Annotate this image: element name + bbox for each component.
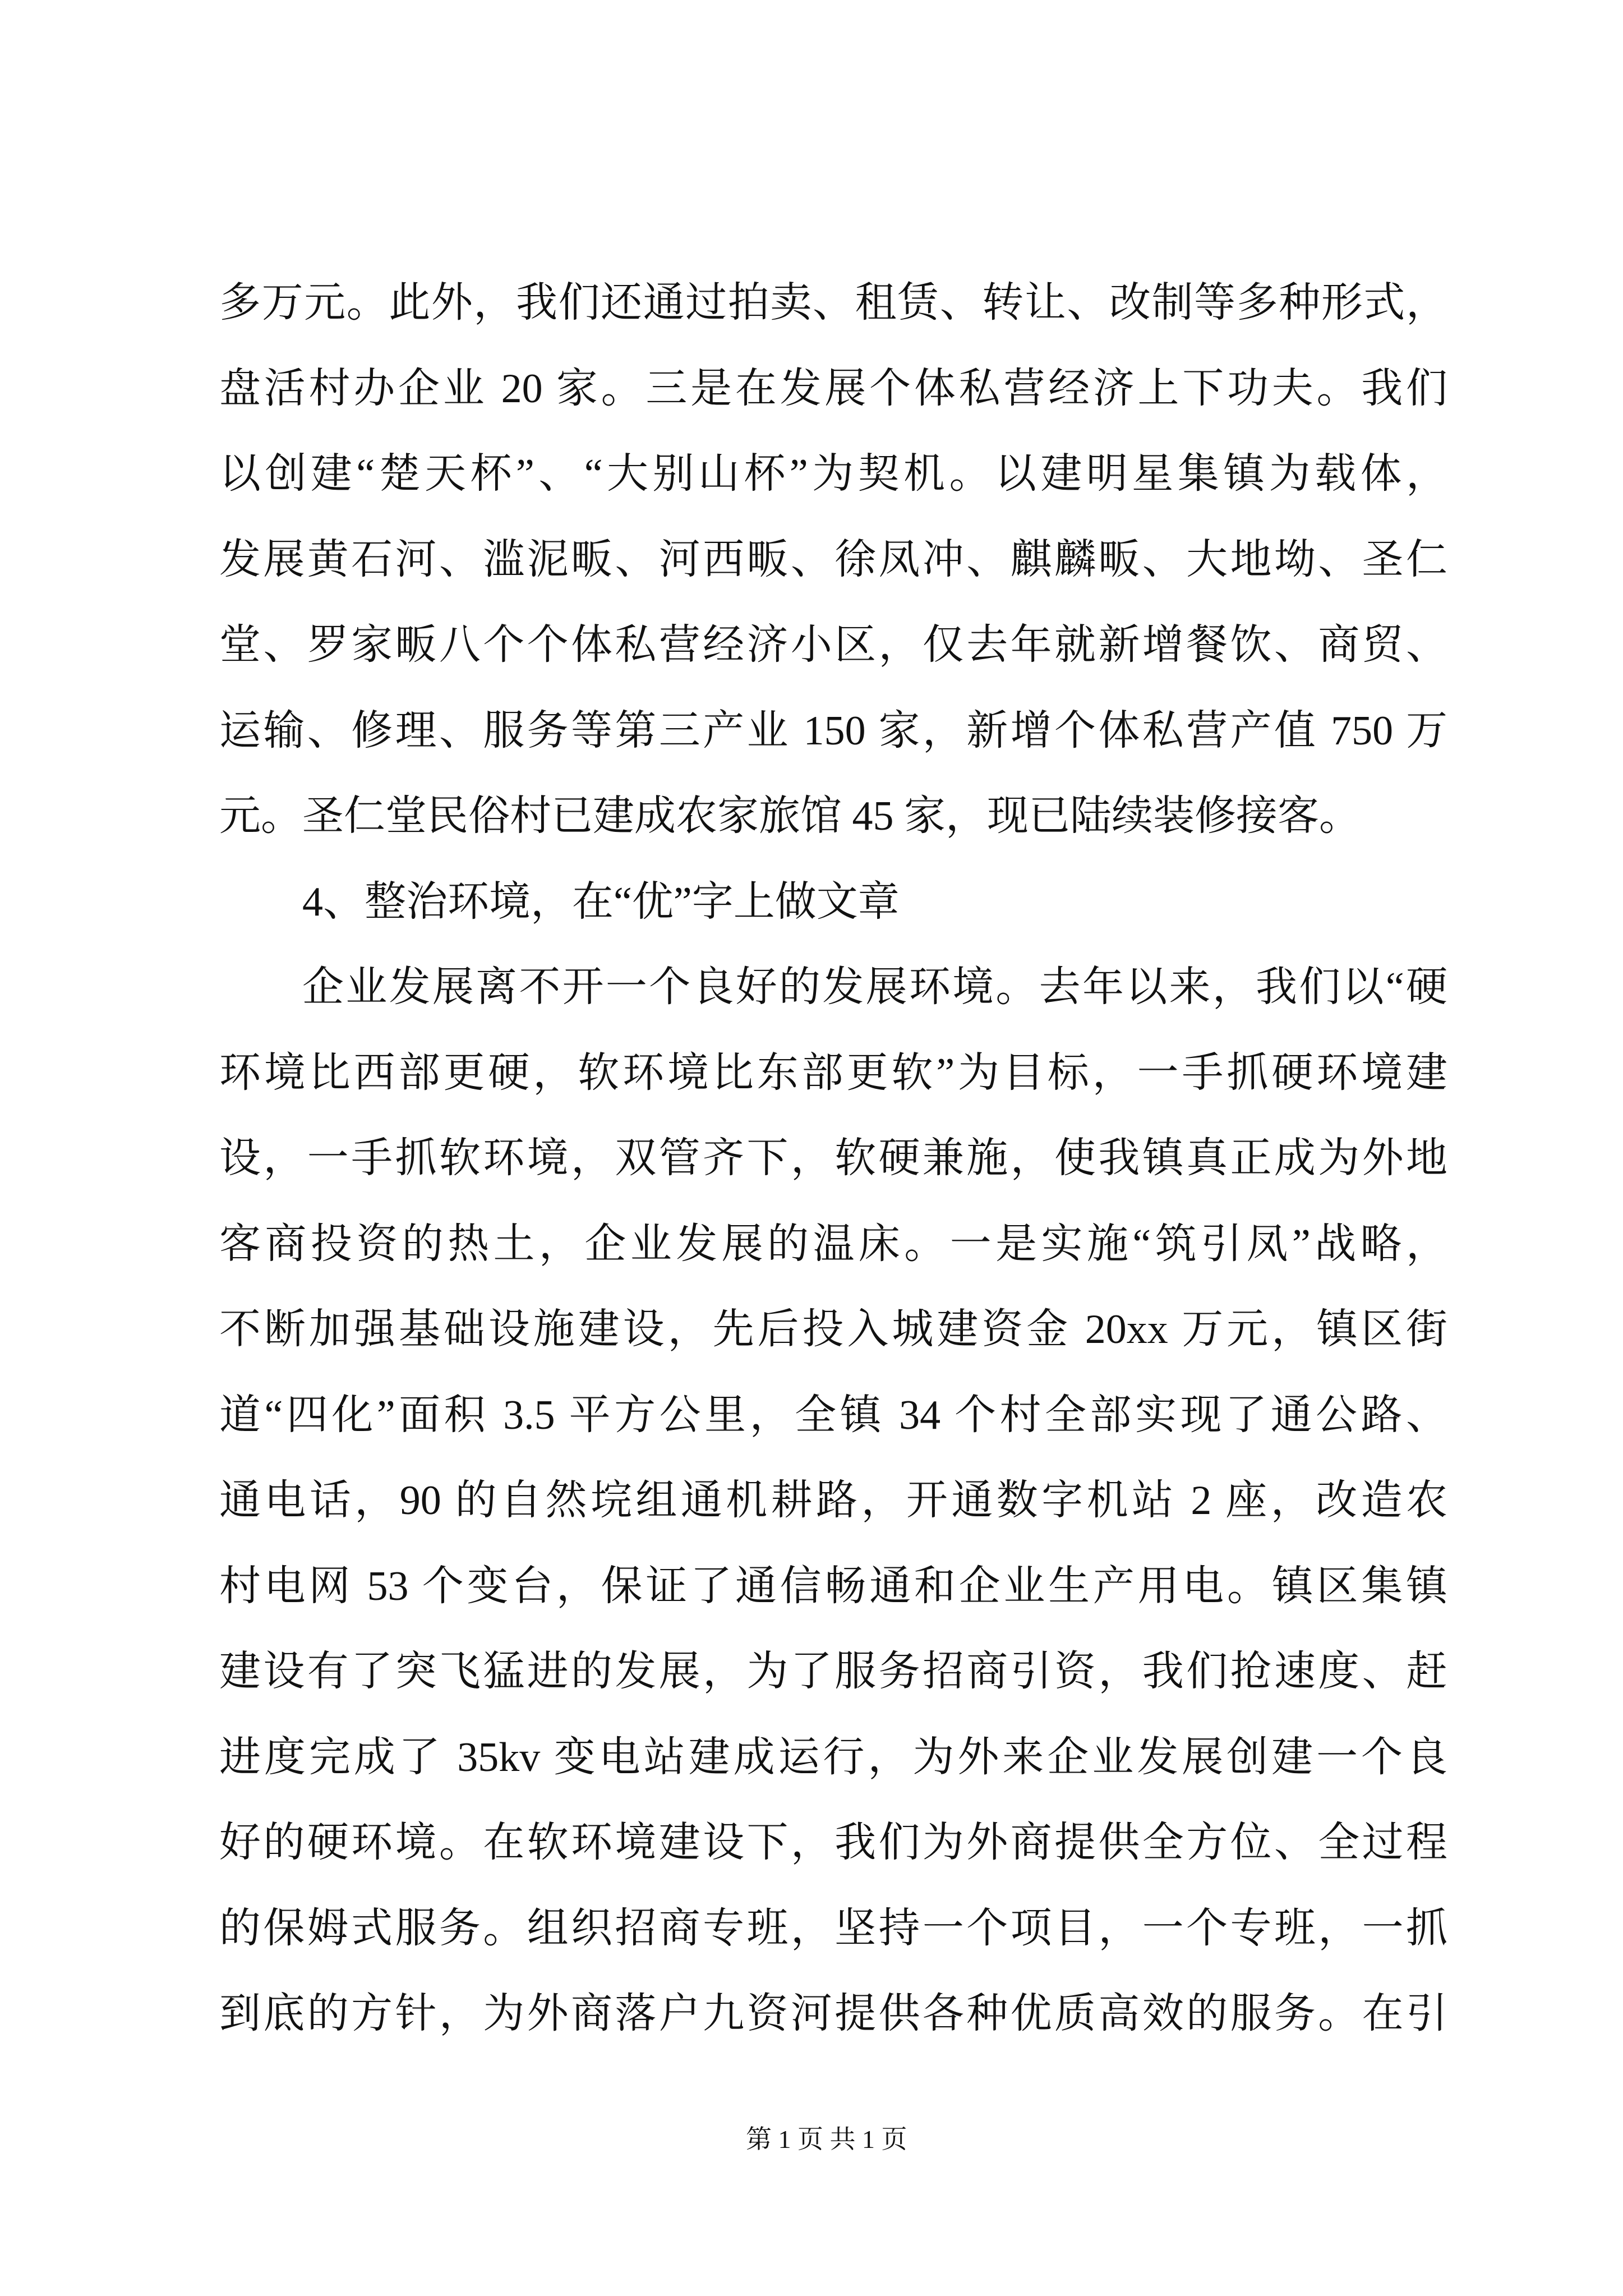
text-line: 发展黄石河、滥泥畈、河西畈、徐凤冲、麒麟畈、大地坳、圣仁 (219, 536, 1447, 583)
text-line: 盘活村办企业 20 家。三是在发展个体私营经济上下功夫。我们 (219, 365, 1447, 412)
text-line: 不断加强基础设施建设，先后投入城建资金 20xx 万元，镇区街 (219, 1306, 1447, 1352)
text-line: 好的硬环境。在软环境建设下，我们为外商提供全方位、全过程 (219, 1820, 1447, 1866)
section-heading (219, 859, 1447, 945)
text-line: 客商投资的热土，企业发展的温床。一是实施“筑引凤”战略， (219, 1221, 1447, 1267)
heading-line: 4、整治环境，在“优”字上做文章 (302, 878, 900, 925)
text-line: 通电话，90 的自然垸组通机耕路，开通数字机站 2 座，改造农 (219, 1478, 1447, 1524)
text-line: 建设有了突飞猛进的发展，为了服务招商引资，我们抢速度、赶 (219, 1649, 1447, 1695)
document-body (219, 260, 1447, 2057)
text-line: 堂、罗家畈八个个体私营经济小区，仅去年就新增餐饮、商贸、 (219, 622, 1447, 668)
text-line: 进度完成了 35kv 变电站建成运行，为外来企业发展创建一个良 (219, 1734, 1447, 1780)
text-line: 环境比西部更硬，软环境比东部更软”为目标，一手抓硬环境建 (219, 1050, 1447, 1096)
text-line: 多万元。此外，我们还通过拍卖、租赁、转让、改制等多种形式， (219, 280, 1447, 326)
text-line: 村电网 53 个变台，保证了通信畅通和企业生产用电。镇区集镇 (219, 1563, 1447, 1609)
page-footer: 第 1 页 共 1 页 (746, 2125, 907, 2154)
text-line: 设，一手抓软环境，双管齐下，软硬兼施，使我镇真正成为外地 (219, 1135, 1447, 1181)
text-line: 道“四化”面积 3.5 平方公里，全镇 34 个村全部实现了通公路、 (219, 1392, 1447, 1438)
paragraph (219, 260, 1447, 859)
text-line: 到底的方针，为外商落户九资河提供各种优质高效的服务。在引 (219, 1991, 1447, 2037)
text-line: 元。圣仁堂民俗村已建成农家旅馆 45 家，现已陆续装修接客。 (219, 793, 1361, 839)
text-line: 以创建“楚天杯”、“大别山杯”为契机。以建明星集镇为载体， (219, 451, 1447, 497)
paragraph (219, 945, 1447, 2057)
text-line: 运输、修理、服务等第三产业 150 家，新增个体私营产值 750 万 (219, 707, 1447, 754)
text-line: 的保姆式服务。组织招商专班，坚持一个项目，一个专班，一抓 (219, 1905, 1447, 1952)
text-line: 企业发展离不开一个良好的发展环境。去年以来，我们以“硬 (302, 964, 1447, 1010)
